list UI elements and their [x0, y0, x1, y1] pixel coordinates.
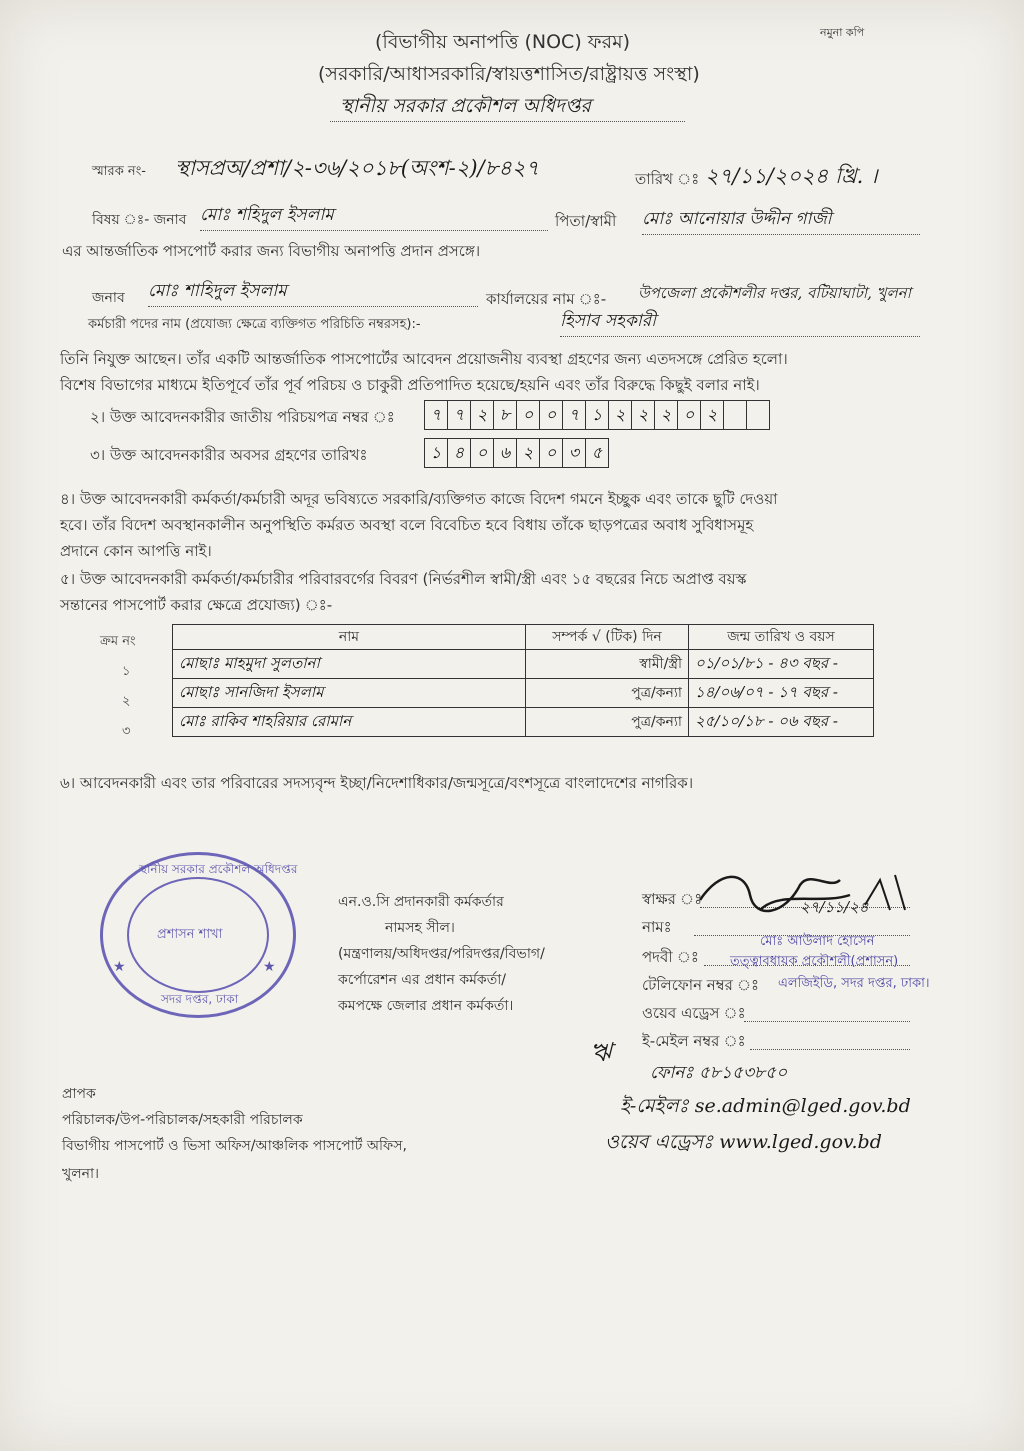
- para5-line2: সন্তানের পাসপোর্ট করার ক্ষেত্রে প্রযোজ্য) ঃ-: [60, 596, 333, 614]
- nid-digit: ৭: [448, 401, 471, 429]
- star-icon: ★: [113, 959, 126, 975]
- designation-label: কর্মচারী পদের নাম (প্রযোজ্য ক্ষেত্রে ব্যক্তিগত পরিচিতি নম্বরসহ):-: [88, 317, 421, 332]
- star-icon: ★: [263, 959, 276, 975]
- retire-digit: ২: [517, 439, 540, 467]
- member-name: মোছাঃ মাহমুদা সুলতানা: [173, 650, 526, 679]
- sign-date: ২৭/১১/২৪: [800, 898, 869, 916]
- father-name: মোঃ আনোয়ার উদ্দীন গাজী: [642, 206, 920, 235]
- nid-digit: ৭: [425, 401, 448, 429]
- email-line: [750, 1048, 910, 1050]
- memo-date: ২৭/১১/২০২৪ খ্রি. ।: [705, 164, 878, 188]
- initials-mark: ঋ: [590, 1038, 612, 1068]
- subject-line2: এর আন্তর্জাতিক পাসপোর্ট করার জন্য বিভাগীয় অনাপত্তি প্রদান প্রসঙ্গে।: [62, 242, 481, 260]
- seal-bottom-text: সদর দপ্তর, ঢাকা: [161, 992, 239, 1006]
- member-name: মোছাঃ সানজিদা ইসলাম: [173, 679, 526, 708]
- memo-number: স্থাসপ্রঅ/প্রশা/২-৩৬/২০১৮(অংশ-২)/৮৪২৭: [175, 156, 540, 180]
- serial-number: ১: [122, 664, 131, 679]
- table-row: [173, 650, 874, 679]
- hand-web: ওয়েব এড্রেসঃ www.lged.gov.bd: [605, 1131, 882, 1153]
- nid-digit: ১: [586, 401, 609, 429]
- nid-digit: ০: [540, 401, 563, 429]
- nid-digit: ২: [609, 401, 632, 429]
- retire-label: ৩। উক্ত আবেদনকারীর অবসর গ্রহণের তারিখঃ: [90, 446, 368, 464]
- father-label: পিতা/স্বামী: [555, 212, 617, 230]
- designation-value: হিসাব সহকারী: [560, 308, 920, 337]
- stamp-office: এলজিইডি, সদর দপ্তর, ঢাকা।: [778, 976, 930, 991]
- memo-label: স্মারক নং-: [92, 164, 146, 179]
- sign-label: স্বাক্ষর ঃ: [642, 890, 703, 908]
- serial-number: ৩: [122, 724, 131, 739]
- form-title: (বিভাগীয় অনাপত্তি (NOC) ফরম): [375, 31, 631, 53]
- retire-digit: ৬: [494, 439, 517, 467]
- nid-digit: ২: [632, 401, 655, 429]
- para1: তিনি নিযুক্ত আছেন। তাঁর একটি আন্তর্জাতিক পাসপোর্টের আবেদন প্রয়োজনীয় ব্যবস্থা গ্রহণের জন্য এতদসঙ্গে প্রেরিত হলো।: [60, 350, 788, 368]
- web-label: ওয়েব এড্রেস ঃ: [642, 1004, 746, 1022]
- member-dob: ১৪/০৬/০৭ - ১৭ বছর -: [689, 679, 874, 708]
- retire-digit: ১: [425, 439, 448, 467]
- office-name: উপজেলা প্রকৌশলীর দপ্তর, বটিয়াঘাটা, খুলনা: [638, 284, 911, 302]
- retire-digit: ৫: [591, 442, 603, 462]
- web-line: [744, 1020, 910, 1022]
- phone-label: টেলিফোন নম্বর ঃ: [642, 976, 760, 994]
- nid-digit: ২: [471, 401, 494, 429]
- memo-date-label: তারিখ ঃ: [635, 170, 700, 188]
- name-label: নামঃ: [642, 918, 672, 936]
- member-name: মোঃ রাকিব শাহরিয়ার রোমান: [173, 708, 526, 737]
- stamp-designation: তত্ত্বাবধায়ক প্রকৌশলী(প্রশাসন): [730, 954, 899, 969]
- recipient-line1: পরিচালক/উপ-পরিচালক/সহকারী পরিচালক: [62, 1112, 303, 1128]
- designation-label-sign: পদবী ঃ: [642, 948, 699, 966]
- authority-line4: কর্পোরেশন এর প্রধান কর্মকর্তা/: [338, 972, 507, 988]
- nid-digit: ৭: [563, 401, 586, 429]
- nid-digit: ২: [655, 401, 678, 429]
- retire-digit: ০: [540, 439, 563, 467]
- recipient-label: প্রাপক: [62, 1086, 96, 1102]
- header-underline: [330, 120, 685, 122]
- form-subtitle: (সরকারি/আধাসরকারি/স্বায়ত্তশাসিত/রাষ্ট্রায়ত্ত সংস্থা): [318, 63, 700, 85]
- retire-boxes: [424, 438, 609, 468]
- authority-line3: (মন্ত্রণালয়/অধিদপ্তর/পরিদপ্তর/বিভাগ/: [338, 946, 545, 962]
- col-header-relation: সম্পর্ক √ (টিক) দিন: [526, 625, 689, 650]
- email-label: ই-মেইল নম্বর ঃ: [642, 1032, 746, 1050]
- authority-line2: নামসহ সীল।: [385, 920, 455, 936]
- nid-digit: [747, 401, 769, 429]
- member-dob: ২৫/১০/১৮ - ০৬ বছর -: [689, 708, 874, 737]
- recipient-line2: বিভাগীয় পাসপোর্ট ও ভিসা অফিস/আঞ্চলিক পাসপোর্ট অফিস,: [62, 1138, 407, 1154]
- family-table: [172, 624, 874, 737]
- office-handwritten: স্থানীয় সরকার প্রকৌশল অধিদপ্তর: [340, 95, 591, 117]
- nid-boxes: [424, 400, 770, 430]
- member-relation: স্বামী/স্ত্রী: [526, 650, 689, 679]
- para4-line1: ৪। উক্ত আবেদনকারী কর্মকর্তা/কর্মচারী অদূর ভবিষ্যতে সরকারি/ব্যক্তিগত কাজে বিদেশ গমনে ইচ্ছুক এবং তাকে ছুটি দেওয়া: [60, 490, 778, 508]
- member-relation: পুত্র/কন্যা: [526, 679, 689, 708]
- corner-note: নমুনা কপি: [820, 26, 865, 39]
- para6: ৬। আবেদনকারী এবং তার পরিবারের সদস্যবৃন্দ ইচ্ছা/নিদেশাধিকার/জন্মসূত্রে/বংশসূত্রে বাংলাদেশের নাগরিক।: [60, 774, 694, 792]
- retire-digit: ৪: [448, 439, 471, 467]
- office-label: কার্যালয়ের নাম ঃ-: [486, 290, 607, 308]
- nid-digit: [724, 401, 747, 429]
- subject-label: বিষয় ঃ- জনাব: [92, 212, 187, 228]
- col-header-name: নাম: [173, 625, 526, 650]
- body-name: মোঃ শাহিদুল ইসলাম: [148, 278, 478, 307]
- nid-digit: ২: [701, 401, 724, 429]
- recipient-line3: খুলনা।: [62, 1166, 100, 1182]
- nid-digit: ০: [517, 401, 540, 429]
- hand-phone: ফোনঃ ৫৮১৫৩৮৫০: [650, 1063, 788, 1083]
- retire-digit: ৩: [563, 439, 586, 467]
- member-dob: ০১/০১/৮১ - ৪৩ বছর -: [689, 650, 874, 679]
- nid-label: ২। উক্ত আবেদনকারীর জাতীয় পরিচয়পত্র নম্বর ঃ: [90, 408, 395, 426]
- seal-ring-text: স্থানীয় সরকার প্রকৌশল অধিদপ্তর: [139, 862, 298, 876]
- para4-line3: প্রদানে কোন আপত্তি নাই।: [60, 542, 212, 560]
- para5-line1: ৫। উক্ত আবেদনকারী কর্মকর্তা/কর্মচারীর পরিবারবর্গের বিবরণ (নির্ভরশীল স্বামী/স্ত্রী এবং ১৫ বছরের নিচে অপ্রাপ্ত বয়স্ক: [60, 570, 747, 588]
- body-name-label: জনাব: [92, 290, 125, 306]
- serial-header: ক্রম নং: [100, 634, 136, 649]
- nid-digit: ৮: [494, 401, 517, 429]
- seal-center-text: প্রশাসন শাখা: [157, 927, 223, 942]
- authority-line5: কমপক্ষে জেলার প্রধান কর্মকর্তা।: [338, 998, 514, 1014]
- table-row: [173, 679, 874, 708]
- stamp-name: মোঃ আউলাদ হোসেন: [760, 934, 875, 949]
- nid-digit: ০: [678, 401, 701, 429]
- table-header-row: [173, 625, 874, 650]
- hand-email: ই-মেইলঃ se.admin@lged.gov.bd: [620, 1095, 911, 1117]
- member-relation: পুত্র/কন্যা: [526, 708, 689, 737]
- para4-line2: হবে। তাঁর বিদেশ অবস্থানকালীন অনুপস্থিতি কর্মরত অবস্থা বলে বিবেচিত হবে বিধায় তাঁকে ছাড়পত্রের অবাধ সুবিধাসমূহ: [60, 516, 754, 534]
- para2: বিশেষ বিভাগের মাধ্যমে ইতিপূর্বে তাঁর পূর্ব পরিচয় ও চাকুরী প্রতিপাদিত হয়েছে/হয়নি এবং তাঁর বিরুদ্ধে কিছুই বলার নাই।: [60, 376, 760, 394]
- table-row: [173, 708, 874, 737]
- authority-line1: এন.ও.সি প্রদানকারী কর্মকর্তার: [338, 894, 504, 910]
- office-seal: [100, 852, 296, 1018]
- col-header-dob: জন্ম তারিখ ও বয়স: [689, 625, 874, 650]
- retire-digit: ০: [471, 439, 494, 467]
- subject-name: মোঃ শহিদুল ইসলাম: [200, 202, 548, 231]
- serial-number: ২: [122, 694, 131, 709]
